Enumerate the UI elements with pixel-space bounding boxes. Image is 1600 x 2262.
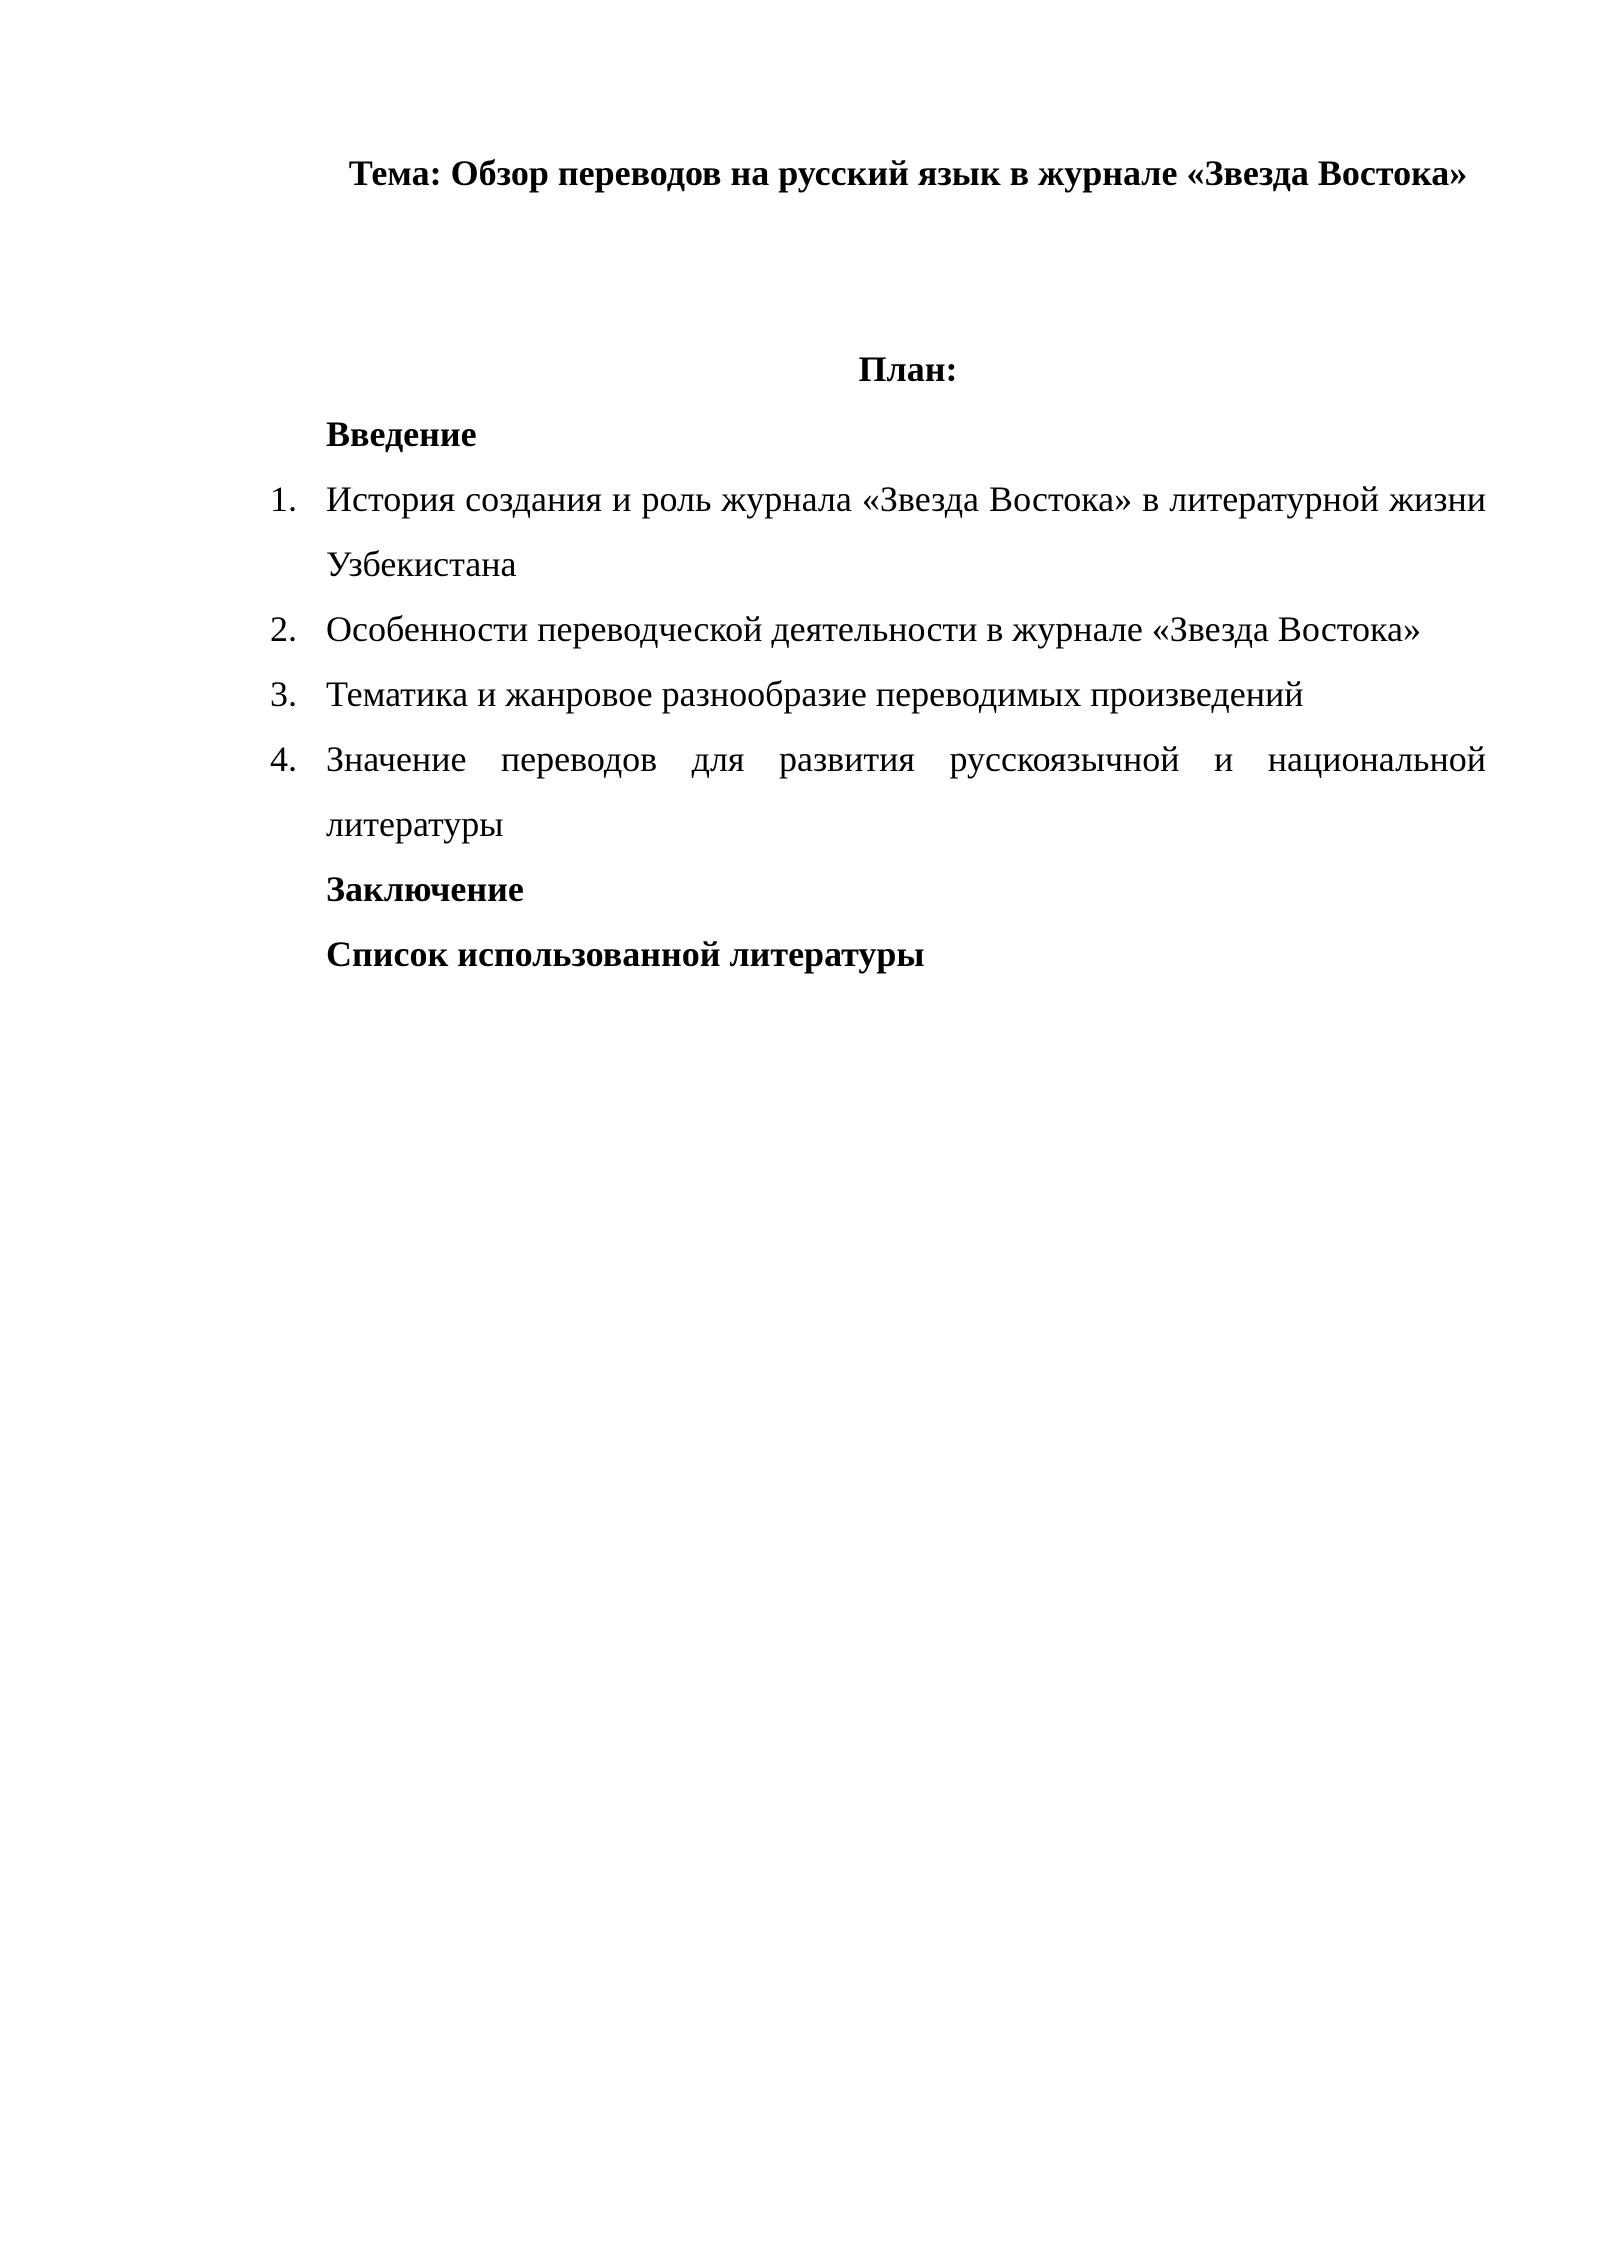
plan-item-text: История создания и роль журнала «Звезда Востока» в литературной жизни Узбекистана <box>326 479 1486 584</box>
plan-item <box>270 597 1486 662</box>
plan-item-text: Тематика и жанровое разнообразие переводимых произведений <box>326 674 1304 714</box>
document-title: Тема: Обзор переводов на русский язык в журнале «Звезда Востока» <box>348 153 1468 193</box>
plan-item-number: 2. <box>270 609 297 649</box>
plan-item <box>270 467 1486 597</box>
plan-item-number: 3. <box>270 674 297 714</box>
plan-item-number: 4. <box>270 739 297 779</box>
plan-conclusion: Заключение <box>326 869 524 909</box>
plan-heading: План: <box>858 349 958 389</box>
plan-item-text: Значение переводов для развития русскоязычной и национальной литературы <box>326 739 1486 844</box>
plan-item <box>270 662 1486 727</box>
plan-item <box>270 727 1486 857</box>
plan-item-number: 1. <box>270 479 297 519</box>
plan-list <box>270 402 1486 987</box>
plan-intro: Введение <box>326 414 477 454</box>
plan-references: Список использованной литературы <box>326 934 925 974</box>
plan-item-text: Особенности переводческой деятельности в журнале «Звезда Востока» <box>326 609 1421 649</box>
